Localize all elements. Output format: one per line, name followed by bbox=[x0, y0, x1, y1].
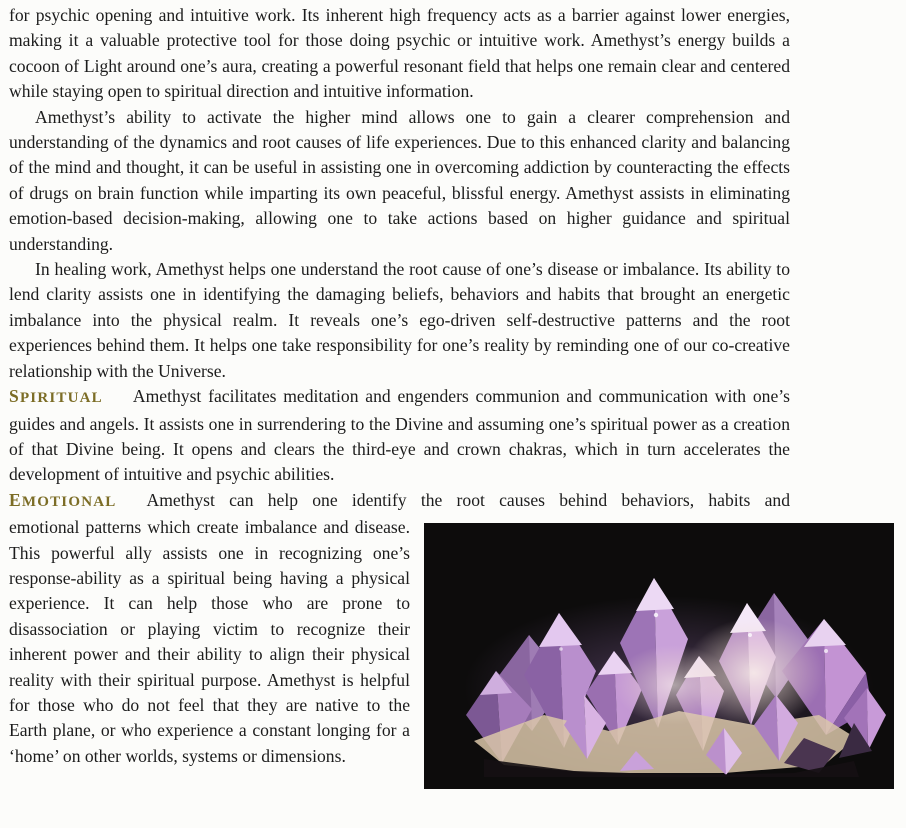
emotional-rest-text: emotional patterns which create imbalance and disease. This powerful ally assists one in recognizing one’s response-ability as a spiritual being having a physical experience. It can help those who are prone to disassociation or playing victim to recognize their inherent power and their ability to align their physical reality with their spiritual purpose. Amethyst is helpful for those who do not feel that they are native to the Earth plane, or who experience a constant longing for a ‘home’ on other worlds, systems or dimensions. bbox=[9, 517, 410, 766]
paragraph-healing-work: In healing work, Amethyst helps one understand the root cause of one’s disease or imbalance. Its ability to lend clarity assists one in identifying the damaging beliefs, behaviors and habits that brought an energetic imbalance into the physical realm. It reveals one’s ego-driven self-destructive patterns and the root experiences behind them. It helps one take responsibility for one’s reality by reminding one of our co-creative relationship with the Universe. bbox=[9, 259, 790, 381]
section-spiritual bbox=[9, 384, 790, 488]
amethyst-photo bbox=[424, 523, 894, 789]
emotional-intro-text: Amethyst can help one identify the root causes behind behaviors, habits and bbox=[146, 489, 790, 510]
paragraph-higher-mind: Amethyst’s ability to activate the higher mind allows one to gain a clearer comprehension and understanding of the dynamics and root causes of life experiences. Due to this enhanced clarity and balancing of the mind and thought, it can be useful in assisting one in overcoming addiction by counteracting the effects of drugs on brain function while imparting its own peaceful, blissful energy. Amethyst assists in eliminating emotion-based decision-making, allowing one to take actions based on higher guidance and spiritual understanding. bbox=[9, 106, 790, 254]
spiritual-heading: SPIRITUAL bbox=[9, 386, 103, 407]
emotional-heading: EMOTIONAL bbox=[9, 489, 117, 510]
paragraph-psychic-continuation: for psychic opening and intuitive work. Its inherent high frequency acts as a barrier against lower energies, making it a valuable protective tool for those doing psychic or intuitive work. Amethyst’s energy builds a cocoon of Light around one’s aura, creating a powerful resonant field that helps one remain clear and centered while staying open to spiritual direction and intuitive information. bbox=[9, 5, 790, 102]
emotional-wrap-zone bbox=[9, 515, 790, 789]
section-emotional-intro bbox=[9, 488, 790, 515]
amethyst-cluster-illustration bbox=[424, 523, 894, 789]
spiritual-text: Amethyst facilitates meditation and engenders communion and communication with one’s guides and angels. It assists one in surrendering to the Divine and assuming one’s spiritual power as a creation of that Divine being. It opens and clears the third-eye and crown chakras, which in turn accelerates the development of intuitive and psychic abilities. bbox=[9, 386, 790, 485]
